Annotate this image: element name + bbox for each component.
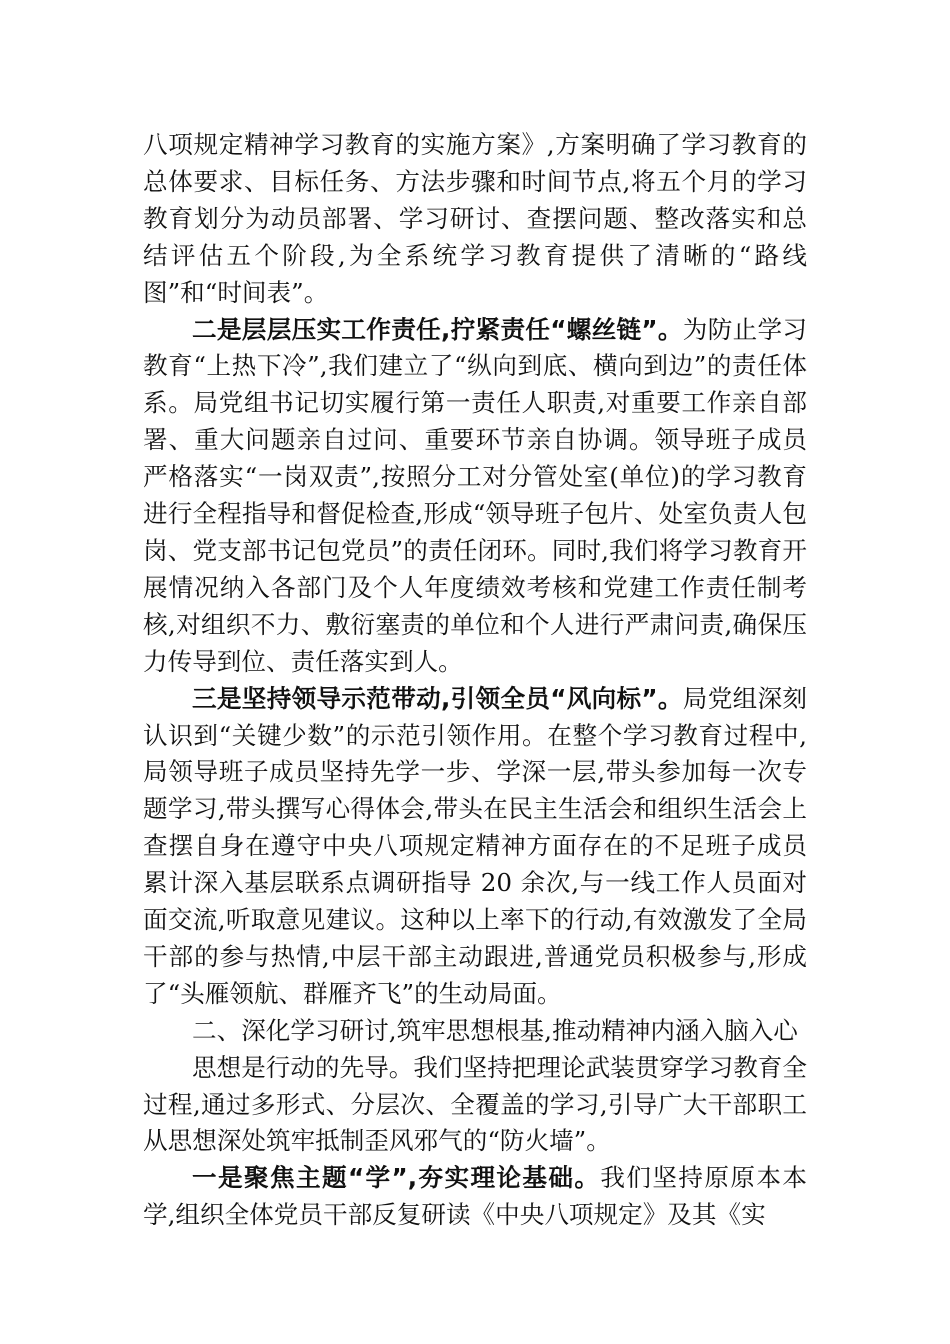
paragraph-5 xyxy=(143,1050,807,1161)
document-page xyxy=(143,127,807,1234)
paragraph-6-text: 我们坚持原原本本学,组织全体党员干部反复研读《中央八项规定》及其《实 xyxy=(143,1163,807,1230)
paragraph-6 xyxy=(143,1160,807,1234)
paragraph-1-text: 八项规定精神学习教育的实施方案》,方案明确了学习教育的总体要求、目标任务、方法步骤和时间节点,将五个月的学习教育划分为动员部署、学习研讨、查摆问题、整改落实和总结评估五个阶段,为全系统学习教育提供了清晰的“路线图”和“时间表”。 xyxy=(143,130,807,307)
paragraph-1 xyxy=(143,127,807,312)
section-heading-text: 二、深化学习研讨,筑牢思想根基,推动精神内涵入脑入心 xyxy=(192,1015,798,1045)
paragraph-3-lead: 三是坚持领导示范带动,引领全员“风向标”。 xyxy=(192,683,683,713)
paragraph-6-lead: 一是聚焦主题“学”,夯实理论基础。 xyxy=(192,1163,601,1193)
section-heading xyxy=(143,1013,807,1050)
paragraph-2-lead: 二是层层压实工作责任,拧紧责任“螺丝链”。 xyxy=(192,314,683,344)
paragraph-2 xyxy=(143,312,807,681)
paragraph-3 xyxy=(143,681,807,1013)
paragraph-2-text: 为防止学习教育“上热下冷”,我们建立了“纵向到底、横向到边”的责任体系。局党组书记切实履行第一责任人职责,对重要工作亲自部署、重大问题亲自过问、重要环节亲自协调。领导班子成员严格落实“一岗双责”,按照分工对分管处室(单位)的学习教育进行全程指导和督促检查,形成“领导班子包片、处室负责人包岗、党支部书记包党员”的责任闭环。同时,我们将学习教育开展情况纳入各部门及个人年度绩效考核和党建工作责任制考核,对组织不力、敷衍塞责的单位和个人进行严肃问责,确保压力传导到位、责任落实到人。 xyxy=(143,314,807,676)
paragraph-3-text: 局党组深刻认识到“关键少数”的示范引领作用。在整个学习教育过程中,局领导班子成员坚持先学一步、学深一层,带头参加每一次专题学习,带头撰写心得体会,带头在民主生活会和组织生活会上查摆自身在遵守中央八项规定精神方面存在的不足班子成员累计深入基层联系点调研指导 20 余次,与一线工作人员面对面交流,听取意见建议。这种以上率下的行动,有效激发了全局干部的参与热情,中层干部主动跟进,普通党员积极参与,形成了“头雁领航、群雁齐飞”的生动局面。 xyxy=(143,683,807,1008)
paragraph-5-text: 思想是行动的先导。我们坚持把理论武装贯穿学习教育全过程,通过多形式、分层次、全覆盖的学习,引导广大干部职工从思想深处筑牢抵制歪风邪气的“防火墙”。 xyxy=(143,1052,807,1156)
